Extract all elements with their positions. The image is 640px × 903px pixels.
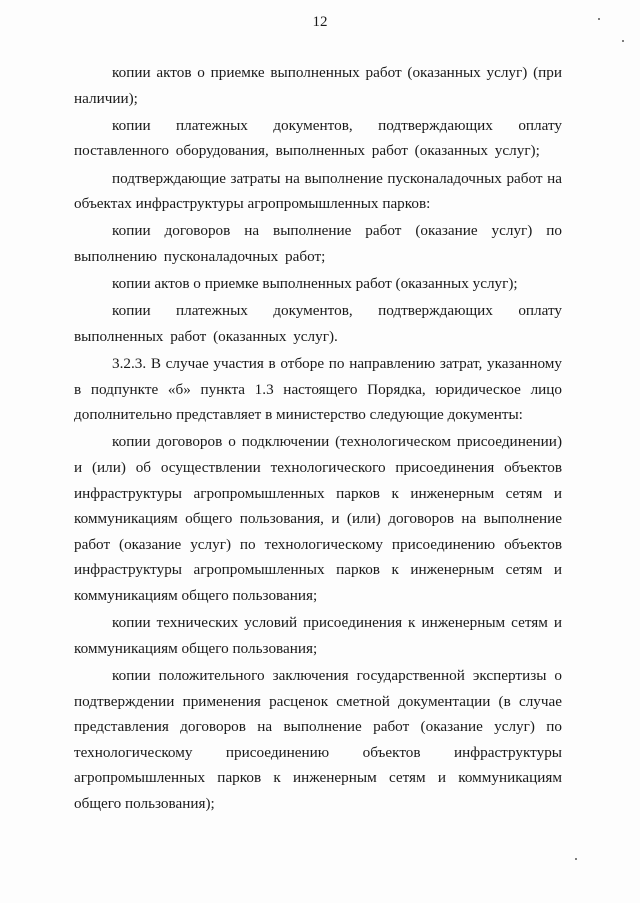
scan-speck	[622, 40, 624, 42]
paragraph-technical-conditions: копии технических условий присоединения к инженерным сетям и коммуникациям общего пользования;	[74, 614, 562, 657]
paragraph-state-expertise: копии положительного заключения государственной экспертизы о подтверждении применения расценок сметной документации (в случае представления договоров на выполнение работ (оказание услуг) по технологическому присоединению объектов инфраструктуры агропромышленных парков к инженерным сетям и коммуникациям общего пользования);	[74, 667, 562, 812]
document-body	[74, 60, 562, 818]
paragraph-commissioning-costs: подтверждающие затраты на выполнение пусконаладочных работ на объектах инфраструктуры агропромышленных парков:	[74, 169, 562, 213]
paragraph-section-3-2-3: 3.2.3. В случае участия в отборе по направлению затрат, указанному в подпункте «б» пункта 1.3 настоящего Порядка, юридическое лицо дополнительно представляет в министерство следующие документы:	[74, 355, 562, 424]
paragraph-connection-contracts: копии договоров о подключении (технологическом присоединении) и (или) об осуществлении технологического присоединения объектов инфраструктуры агропромышленных парков к инженерным сетям и коммуникациям общего пользования, и (или) договоров на выполнение работ (оказание услуг) по технологическому присоединению объектов инфраструктуры агропромышленных парков к инженерным сетям и коммуникациям общего пользования;	[74, 433, 562, 605]
paragraph-acts-of-acceptance-2: копии актов о приемке выполненных работ (оказанных услуг);	[112, 275, 518, 293]
paragraph-commissioning-contracts: копии договоров на выполнение работ (оказание услуг) по выполнению пусконаладочных работ;	[74, 222, 562, 265]
scan-speck	[575, 858, 577, 860]
paragraph-acts-of-acceptance: копии актов о приемке выполненных работ (оказанных услуг) (при наличии);	[74, 64, 562, 107]
scan-speck	[598, 18, 600, 20]
paragraph-payment-documents-works: копии платежных документов, подтверждающих оплату выполненных работ (оказанных услуг).	[74, 302, 562, 345]
paragraph-payment-documents-equipment: копии платежных документов, подтверждающих оплату поставленного оборудования, выполненных работ (оказанных услуг);	[74, 116, 562, 160]
page-number: 12	[312, 14, 328, 30]
